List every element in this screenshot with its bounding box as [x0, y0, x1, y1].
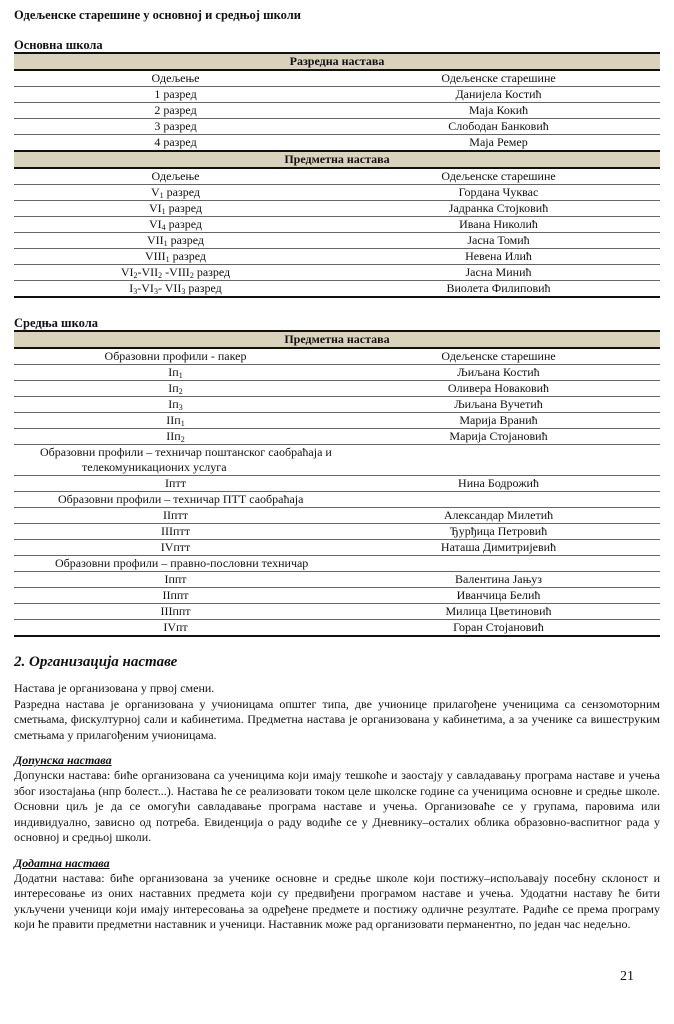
table-row	[14, 429, 660, 445]
teacher-cell: Невена Илић	[337, 249, 660, 265]
column-header-row	[14, 348, 660, 365]
class-cell: IIп$_1$	[14, 413, 337, 429]
teacher-cell: Оливера Новаковић	[337, 381, 660, 397]
paragraph-class-organization: Разредна настава је организована у учионицама општег типа, две учионице прилагођене ученицима са сензомоторним сметњама, фискултурној сали и кабинетима. Предметна настава је организована у кабинетима, а за ученике са вишеструким сметњама у прилагођеним учионицама.	[14, 696, 660, 742]
teacher-cell: Јадранка Стојковић	[337, 201, 660, 217]
teacher-cell: Иванчица Белић	[337, 588, 660, 604]
class-cell: IVптт	[14, 540, 337, 556]
teacher-cell: Ђурђица Петровић	[337, 524, 660, 540]
secondary-school-table	[14, 330, 660, 637]
teacher-cell: Слободан Банковић	[337, 119, 660, 135]
profile-label-row	[14, 492, 660, 508]
class-cell: IIIппт	[14, 604, 337, 620]
table-row	[14, 588, 660, 604]
class-cell: IVпт	[14, 620, 337, 637]
class-cell: $V_1$ разред	[14, 185, 337, 201]
section-header-row	[14, 331, 660, 348]
table-section-header: Разредна настава	[14, 53, 660, 70]
table-row	[14, 233, 660, 249]
teacher-cell: Јасна Минић	[337, 265, 660, 281]
class-cell: $I_3-VI_3-$ $VII_3$ разред	[14, 281, 337, 298]
section-title: 2. Организација наставе	[14, 654, 178, 670]
class-cell: $VIII_1$ разред	[14, 249, 337, 265]
class-cell: IIптт	[14, 508, 337, 524]
class-cell: Одељење	[14, 168, 337, 185]
teacher-cell: Одељенске старешине	[337, 168, 660, 185]
table-section-header: Предметна настава	[14, 151, 660, 168]
table-row	[14, 87, 660, 103]
table-row	[14, 265, 660, 281]
class-cell: $Iп_2$	[14, 381, 337, 397]
teacher-cell: Милица Цветиновић	[337, 604, 660, 620]
table-section-header: Предметна настава	[14, 331, 660, 348]
teacher-cell: Љиљана Костић	[337, 365, 660, 381]
teacher-cell: Одељенске старешине	[337, 348, 660, 365]
table-row	[14, 201, 660, 217]
profile-label-row	[14, 556, 660, 572]
teacher-cell: Марија Стојановић	[337, 429, 660, 445]
table-row	[14, 508, 660, 524]
column-header-row	[14, 70, 660, 87]
table-row	[14, 620, 660, 637]
section-header-row	[14, 151, 660, 168]
table-row	[14, 365, 660, 381]
class-cell: 2 разред	[14, 103, 337, 119]
table-row	[14, 103, 660, 119]
document-title: Одељенске старешине у основној и средњој школи	[14, 8, 301, 22]
primary-school-table	[14, 52, 660, 298]
table-row	[14, 217, 660, 233]
class-cell: $VII_1$ разред	[14, 233, 337, 249]
secondary-school-heading: Средња школа	[14, 316, 98, 330]
class-cell: $Iп_3$	[14, 397, 337, 413]
teacher-cell: Љиљана Вучетић	[337, 397, 660, 413]
teacher-cell: Валентина Јањуз	[337, 572, 660, 588]
column-header-row	[14, 168, 660, 185]
primary-school-heading: Основна школа	[14, 38, 103, 52]
class-cell: 1 разред	[14, 87, 337, 103]
teacher-cell: Нина Бодрожић	[337, 476, 660, 492]
teacher-cell: Гордана Чуквас	[337, 185, 660, 201]
class-cell: 3 разред	[14, 119, 337, 135]
table-row	[14, 524, 660, 540]
table-row	[14, 249, 660, 265]
table-row	[14, 540, 660, 556]
teacher-cell: Јасна Томић	[337, 233, 660, 249]
supplementary-heading: Допунска настава	[14, 753, 112, 767]
table-row	[14, 572, 660, 588]
teacher-cell: Данијела Костић	[337, 87, 660, 103]
table-row	[14, 135, 660, 152]
class-cell: IIп$_2$	[14, 429, 337, 445]
table-row	[14, 397, 660, 413]
class-cell: $VI_2-VII_2$ $-VIII_2$ разред	[14, 265, 337, 281]
additional-text: Додатни настава: биће организована за ученике основне и средње школе који постижу–испољавају посебну склоност и интересовање из оних наставних предмета који су предвиђени програмом наставе и учења. Удодатни наставу ће бити укључени ученици који имају интересовања за одређене предмете и постижу одличне резултате. Радиће се према програму који ће правити предметни наставник и ученици. Наставник може рад организовати перманентно, по један час недељно.	[14, 870, 660, 931]
class-cell: Iппт	[14, 572, 337, 588]
class-cell: $Iп_1$	[14, 365, 337, 381]
table-row	[14, 185, 660, 201]
teacher-cell: Виолета Филиповић	[337, 281, 660, 298]
teacher-cell: Маја Ремер	[337, 135, 660, 152]
teacher-cell: Марија Вранић	[337, 413, 660, 429]
class-cell: $VI_1$ разред	[14, 201, 337, 217]
page-number: 21	[620, 969, 634, 984]
teacher-cell: Александар Милетић	[337, 508, 660, 524]
class-cell: IIIптт	[14, 524, 337, 540]
class-cell: Одељење	[14, 70, 337, 87]
section-header-row	[14, 53, 660, 70]
table-row	[14, 381, 660, 397]
table-row	[14, 476, 660, 492]
class-cell: $VI_4$ разред	[14, 217, 337, 233]
teacher-cell: Ивана Николић	[337, 217, 660, 233]
class-cell: 4 разред	[14, 135, 337, 152]
table-row	[14, 119, 660, 135]
supplementary-text: Допунски настава: биће организована са ученицима који имају тешкоће и заостају у савладавању програма наставе и учења због изостајања (нпр болест...). Настава ће се реализовати током целе школске године са ученицима основне и средње школе. Основни циљ је да се омогући савладавање програма наставе и учења. Организоваће се у групама, паровима или индивидуално, зависно од потреба. Евиденција о раду водиће се у Дневнику–осталих облика образовно-васпитног рада у основној и средњој школи.	[14, 768, 660, 844]
table-row	[14, 413, 660, 429]
teacher-cell: Маја Кокић	[337, 103, 660, 119]
profile-label-row	[14, 445, 660, 476]
teacher-cell: Одељенске старешине	[337, 70, 660, 87]
paragraph-intro: Настава је организована у првој смени.	[14, 681, 215, 695]
class-cell: IIппт	[14, 588, 337, 604]
class-cell: Iптт	[14, 476, 337, 492]
profile-label: Образовни профили – техничар поштанског саобраћаја и телекомуникационих услуга	[14, 445, 660, 476]
teacher-cell: Горан Стојановић	[337, 620, 660, 637]
document-page	[14, 6, 660, 933]
class-cell: Образовни профили - пакер	[14, 348, 337, 365]
profile-label: Образовни профили – правно-пословни техничар	[14, 556, 660, 572]
additional-heading: Додатна настава	[14, 855, 110, 870]
profile-label: Образовни профили – техничар ПТТ саобраћаја	[14, 492, 660, 508]
table-row	[14, 604, 660, 620]
teacher-cell: Наташа Димитријевић	[337, 540, 660, 556]
table-row	[14, 281, 660, 298]
